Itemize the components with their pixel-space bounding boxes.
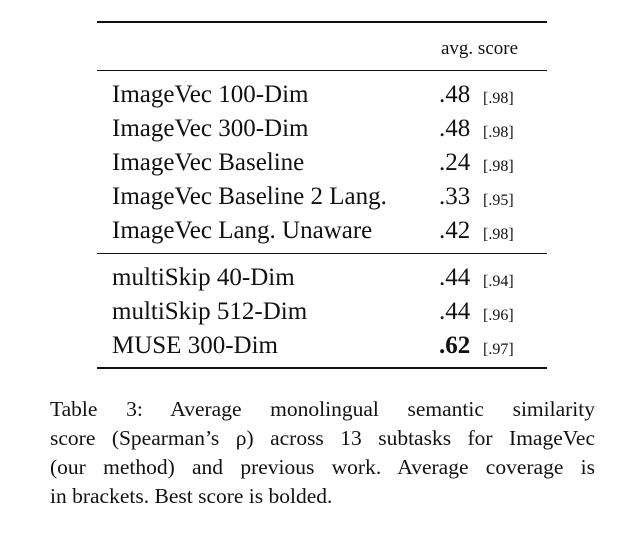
coverage: [.95] bbox=[483, 192, 514, 209]
avg-score-best: .62 bbox=[439, 332, 471, 359]
coverage: [.94] bbox=[483, 273, 514, 290]
table-caption bbox=[50, 395, 595, 511]
coverage: [.96] bbox=[483, 307, 514, 324]
caption-line: in brackets. Best score is bolded. bbox=[50, 484, 333, 508]
coverage: [.98] bbox=[483, 226, 514, 243]
caption-line: Table 3: Average monolingual semantic similarity bbox=[50, 397, 595, 421]
method-name: MUSE 300-Dim bbox=[112, 332, 278, 359]
avg-score: .44 bbox=[439, 298, 471, 325]
table-row bbox=[112, 80, 532, 110]
coverage: [.97] bbox=[483, 341, 514, 358]
table-header-rule bbox=[97, 70, 547, 71]
method-name: multiSkip 40-Dim bbox=[112, 264, 295, 291]
avg-score: .48 bbox=[439, 81, 471, 108]
table-row bbox=[112, 148, 532, 178]
avg-score: .24 bbox=[439, 149, 471, 176]
method-name: ImageVec 100-Dim bbox=[112, 81, 309, 108]
caption-line: (our method) and previous work. Average coverage is bbox=[50, 455, 595, 479]
table-row bbox=[112, 263, 532, 293]
table-row bbox=[112, 297, 532, 327]
method-name: ImageVec 300-Dim bbox=[112, 115, 309, 142]
method-name: multiSkip 512-Dim bbox=[112, 298, 308, 325]
avg-score: .48 bbox=[439, 115, 471, 142]
method-name: ImageVec Baseline 2 Lang. bbox=[112, 183, 387, 210]
column-header-avg-score: avg. score bbox=[441, 38, 519, 59]
table-row bbox=[112, 114, 532, 144]
coverage: [.98] bbox=[483, 124, 514, 141]
caption-line: score (Spearman’s ρ) across 13 subtasks for ImageVec bbox=[50, 426, 595, 450]
table-row bbox=[112, 182, 532, 212]
table-bottom-rule bbox=[97, 367, 547, 369]
coverage: [.98] bbox=[483, 90, 514, 107]
avg-score: .42 bbox=[439, 217, 471, 244]
table-group-rule bbox=[97, 253, 547, 254]
table-row bbox=[112, 216, 532, 246]
table-top-rule bbox=[97, 21, 547, 23]
avg-score: .33 bbox=[439, 183, 471, 210]
method-name: ImageVec Baseline bbox=[112, 149, 305, 176]
coverage: [.98] bbox=[483, 158, 514, 175]
table-row bbox=[112, 331, 532, 361]
avg-score: .44 bbox=[439, 264, 471, 291]
method-name: ImageVec Lang. Unaware bbox=[112, 217, 373, 244]
